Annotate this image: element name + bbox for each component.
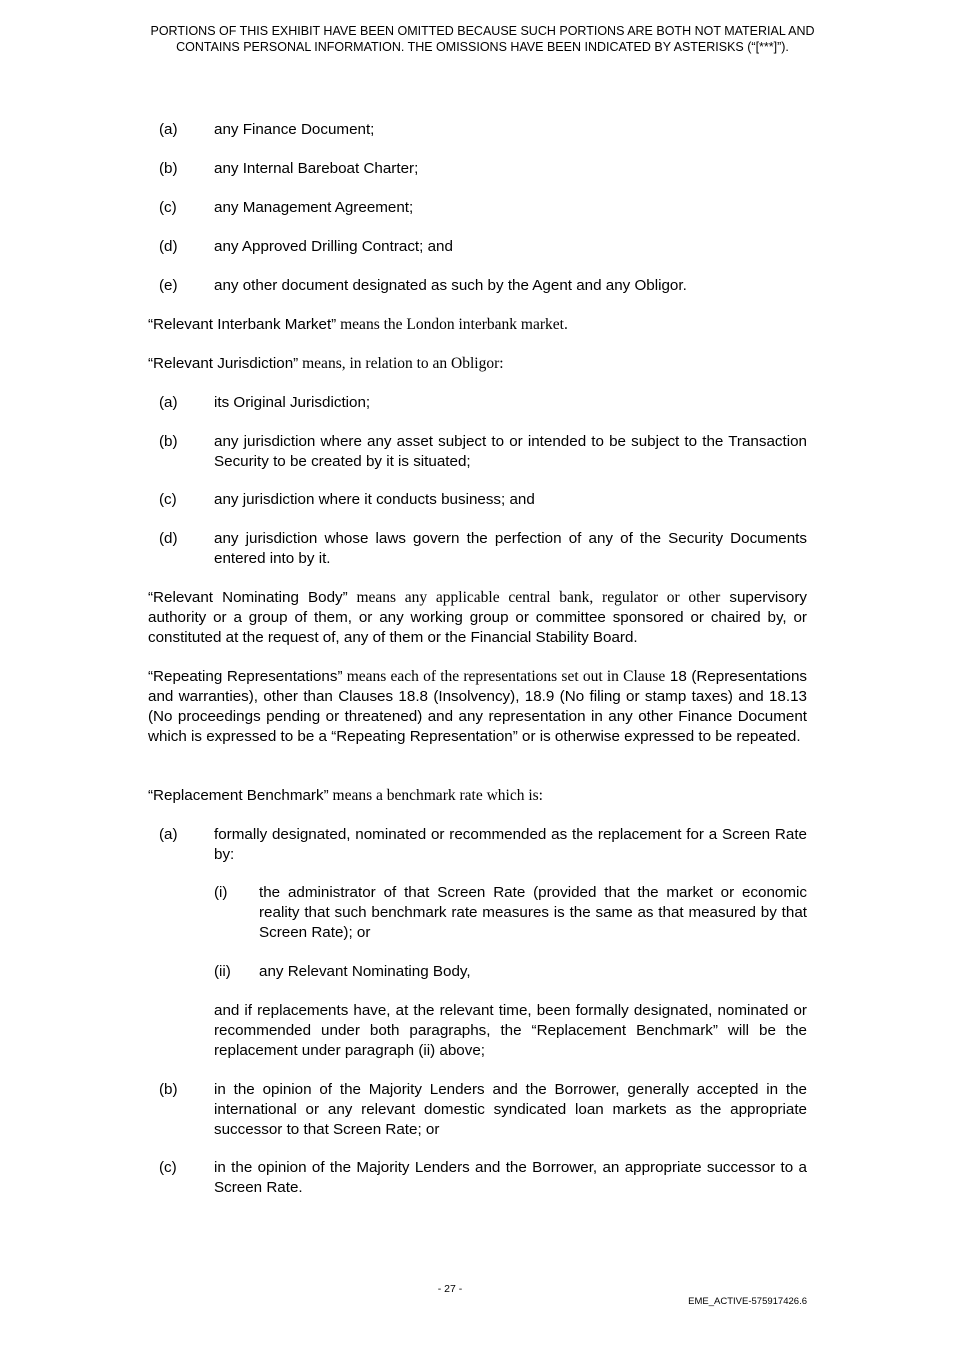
defined-term: “Relevant Jurisdiction” [148, 355, 299, 372]
definition-repeating-representations: “Repeating Representations” means each of the representations set out in Clause 18 (Representations and warranties), other than Clauses 18.8 (Insolvency), 18.9 (No filing or stamp taxes) and 18.13 (No proceedings pending or threatened) and any representation in any other Finance Document which is expressed to be a “Repeating Representation” or is otherwise expressed to be repeated. [148, 668, 807, 745]
page-number: - 27 - [437, 1283, 463, 1295]
definition-relevant-interbank-market: “Relevant Interbank Market” means the London interbank market. [148, 316, 568, 333]
notice-line-1: PORTIONS OF THIS EXHIBIT HAVE BEEN OMITTED BECAUSE SUCH PORTIONS ARE BOTH NOT MATERIAL AND [150, 24, 815, 38]
definition-replacement-benchmark: “Replacement Benchmark” means a benchmark rate which is: [148, 787, 543, 804]
defined-term: “Repeating Representations” [148, 668, 343, 685]
definition-relevant-nominating-body: “Relevant Nominating Body” means any applicable central bank, regulator or other supervisory authority or a group of them, or any working group or committee sponsored or chaired by, or constituted at the request of, any of them or the Financial Stability Board. [148, 589, 807, 646]
definition-relevant-jurisdiction: “Relevant Jurisdiction” means, in relation to an Obligor: [148, 355, 504, 372]
document-reference: EME_ACTIVE-575917426.6 [688, 1296, 807, 1307]
confidentiality-notice [0, 23, 965, 55]
notice-line-2: CONTAINS PERSONAL INFORMATION. THE OMISSIONS HAVE BEEN INDICATED BY ASTERISKS (“[***]”). [176, 40, 789, 54]
defined-term: “Replacement Benchmark” [148, 787, 329, 804]
defined-term: “Relevant Nominating Body” [148, 589, 348, 606]
continuation-paragraph: and if replacements have, at the relevant time, been formally designated, nominated or recommended under both paragraphs, the “Replacement Benchmark” will be the replacement under paragraph (ii) above; [214, 1002, 807, 1059]
defined-term: “Relevant Interbank Market” [148, 316, 337, 333]
